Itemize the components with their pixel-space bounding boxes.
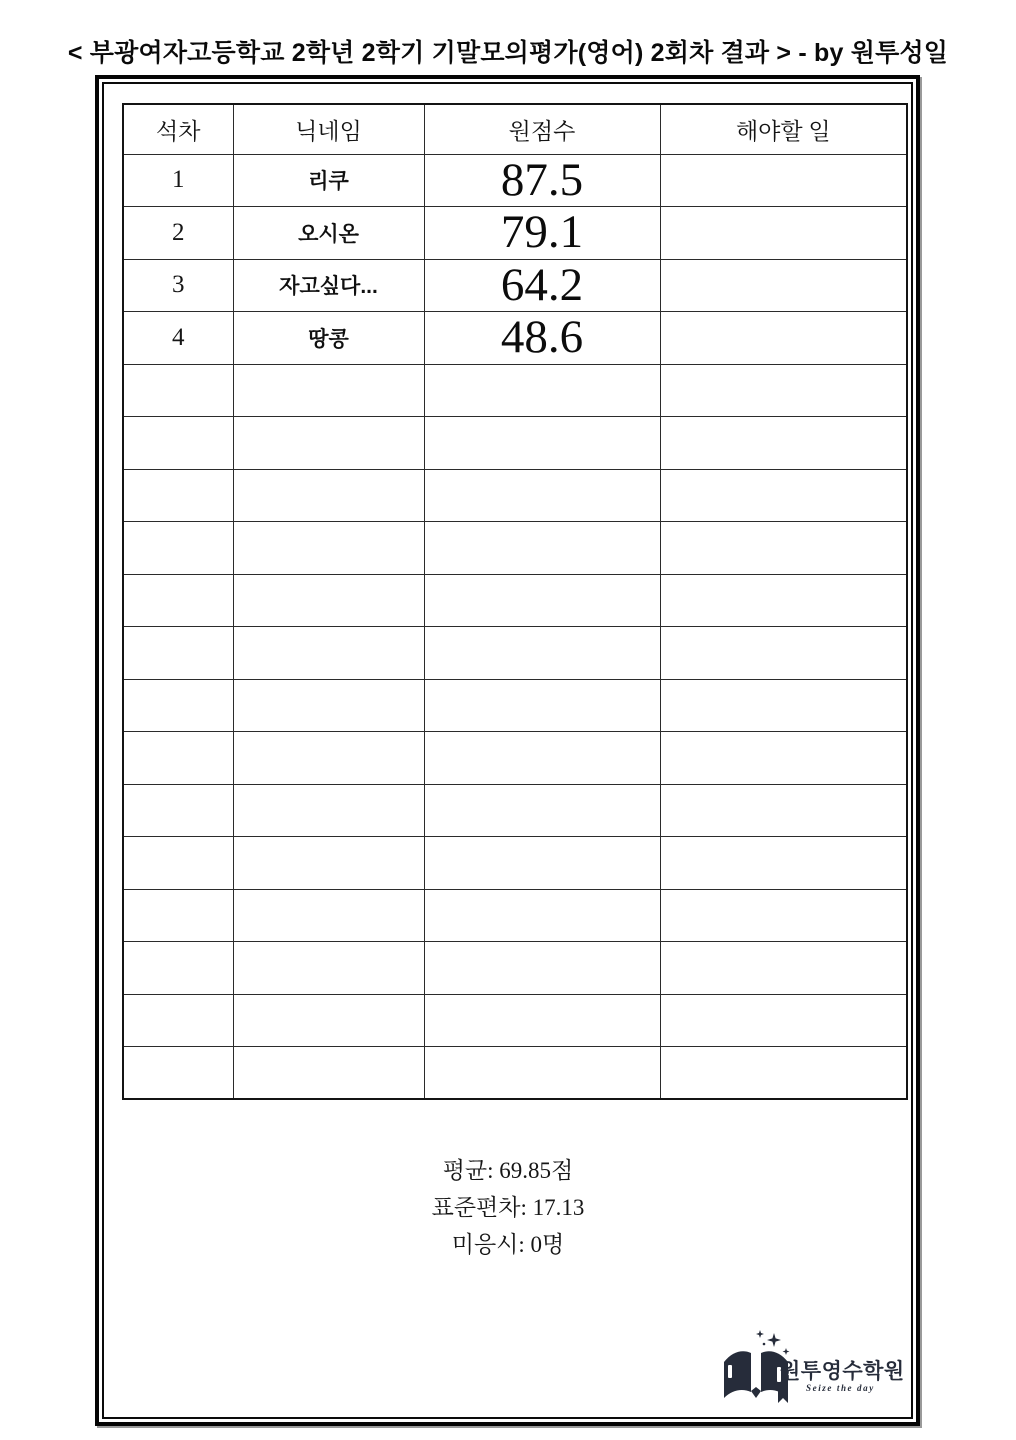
todo-cell-empty bbox=[660, 627, 907, 680]
score-cell-empty bbox=[424, 1047, 660, 1100]
todo-cell-empty bbox=[660, 837, 907, 890]
nickname-cell-empty bbox=[233, 732, 424, 785]
score-cell-empty bbox=[424, 784, 660, 837]
nickname-cell-empty bbox=[233, 994, 424, 1047]
header-todo: 해야할 일 bbox=[660, 104, 907, 154]
table-row-empty bbox=[123, 837, 907, 890]
score-cell-empty bbox=[424, 417, 660, 470]
table-row-empty bbox=[123, 627, 907, 680]
nickname-cell-empty bbox=[233, 417, 424, 470]
score-cell-empty bbox=[424, 679, 660, 732]
todo-cell bbox=[660, 154, 907, 207]
rank-cell-empty bbox=[123, 784, 233, 837]
score-cell-empty bbox=[424, 469, 660, 522]
score-cell-empty bbox=[424, 732, 660, 785]
results-table bbox=[122, 103, 908, 1100]
nickname-cell: 땅콩 bbox=[233, 312, 424, 365]
todo-cell bbox=[660, 207, 907, 260]
rank-cell-empty bbox=[123, 364, 233, 417]
score-cell: 64.2 bbox=[424, 259, 660, 312]
nickname-cell-empty bbox=[233, 942, 424, 995]
score-cell-empty bbox=[424, 837, 660, 890]
table-row bbox=[123, 154, 907, 207]
nickname-cell-empty bbox=[233, 889, 424, 942]
todo-cell bbox=[660, 312, 907, 365]
todo-cell-empty bbox=[660, 732, 907, 785]
todo-cell-empty bbox=[660, 889, 907, 942]
todo-cell-empty bbox=[660, 574, 907, 627]
rank-cell: 3 bbox=[123, 259, 233, 312]
rank-cell-empty bbox=[123, 942, 233, 995]
rank-cell-empty bbox=[123, 627, 233, 680]
header-score: 원점수 bbox=[424, 104, 660, 154]
score-cell-empty bbox=[424, 627, 660, 680]
table-row-empty bbox=[123, 889, 907, 942]
academy-logo bbox=[718, 1328, 913, 1408]
todo-cell-empty bbox=[660, 469, 907, 522]
academy-tagline: Seize the day bbox=[806, 1383, 875, 1393]
nickname-cell: 자고싶다... bbox=[233, 259, 424, 312]
rank-cell: 1 bbox=[123, 154, 233, 207]
header-nickname: 닉네임 bbox=[233, 104, 424, 154]
table-row-empty bbox=[123, 942, 907, 995]
score-cell-empty bbox=[424, 889, 660, 942]
table-row bbox=[123, 312, 907, 365]
rank-cell-empty bbox=[123, 889, 233, 942]
rank-cell: 2 bbox=[123, 207, 233, 260]
todo-cell-empty bbox=[660, 784, 907, 837]
score-cell-empty bbox=[424, 942, 660, 995]
rank-cell-empty bbox=[123, 1047, 233, 1100]
todo-cell-empty bbox=[660, 522, 907, 575]
nickname-cell-empty bbox=[233, 1047, 424, 1100]
table-row-empty bbox=[123, 994, 907, 1047]
score-cell-empty bbox=[424, 522, 660, 575]
academy-name: 원투영수학원 bbox=[780, 1360, 905, 1383]
nickname-cell: 리쿠 bbox=[233, 154, 424, 207]
summary-average: 평균: 69.85점 bbox=[442, 1158, 574, 1183]
nickname-cell-empty bbox=[233, 627, 424, 680]
nickname-cell-empty bbox=[233, 364, 424, 417]
rank-cell-empty bbox=[123, 679, 233, 732]
table-row-empty bbox=[123, 522, 907, 575]
score-cell: 79.1 bbox=[424, 207, 660, 260]
nickname-cell-empty bbox=[233, 574, 424, 627]
todo-cell-empty bbox=[660, 364, 907, 417]
table-row-empty bbox=[123, 732, 907, 785]
table-row-empty bbox=[123, 784, 907, 837]
nickname-cell: 오시온 bbox=[233, 207, 424, 260]
table-row bbox=[123, 259, 907, 312]
table-row-empty bbox=[123, 364, 907, 417]
score-cell-empty bbox=[424, 574, 660, 627]
nickname-cell-empty bbox=[233, 522, 424, 575]
rank-cell-empty bbox=[123, 574, 233, 627]
table-row-empty bbox=[123, 1047, 907, 1100]
table-header-row bbox=[123, 104, 907, 154]
rank-cell-empty bbox=[123, 837, 233, 890]
rank-cell-empty bbox=[123, 469, 233, 522]
rank-cell-empty bbox=[123, 732, 233, 785]
todo-cell-empty bbox=[660, 942, 907, 995]
table-row bbox=[123, 207, 907, 260]
rank-cell-empty bbox=[123, 417, 233, 470]
todo-cell-empty bbox=[660, 417, 907, 470]
nickname-cell-empty bbox=[233, 837, 424, 890]
score-cell: 48.6 bbox=[424, 312, 660, 365]
nickname-cell-empty bbox=[233, 679, 424, 732]
results-table-body bbox=[123, 154, 907, 1099]
table-row-empty bbox=[123, 679, 907, 732]
summary-stddev: 표준편차: 17.13 bbox=[431, 1195, 585, 1220]
nickname-cell-empty bbox=[233, 469, 424, 522]
rank-cell: 4 bbox=[123, 312, 233, 365]
score-cell-empty bbox=[424, 364, 660, 417]
table-row-empty bbox=[123, 574, 907, 627]
rank-cell-empty bbox=[123, 522, 233, 575]
table-row-empty bbox=[123, 417, 907, 470]
score-cell-empty bbox=[424, 994, 660, 1047]
summary-no-show: 미응시: 0명 bbox=[451, 1232, 565, 1257]
page-title: < 부광여자고등학교 2학년 2학기 기말모의평가(영어) 2회차 결과 > - by 원투성일 bbox=[67, 39, 949, 67]
rank-cell-empty bbox=[123, 994, 233, 1047]
table-row-empty bbox=[123, 469, 907, 522]
score-cell: 87.5 bbox=[424, 154, 660, 207]
nickname-cell-empty bbox=[233, 784, 424, 837]
todo-cell bbox=[660, 259, 907, 312]
header-rank: 석차 bbox=[123, 104, 233, 154]
todo-cell-empty bbox=[660, 679, 907, 732]
todo-cell-empty bbox=[660, 994, 907, 1047]
summary-block bbox=[0, 1152, 1016, 1263]
todo-cell-empty bbox=[660, 1047, 907, 1100]
